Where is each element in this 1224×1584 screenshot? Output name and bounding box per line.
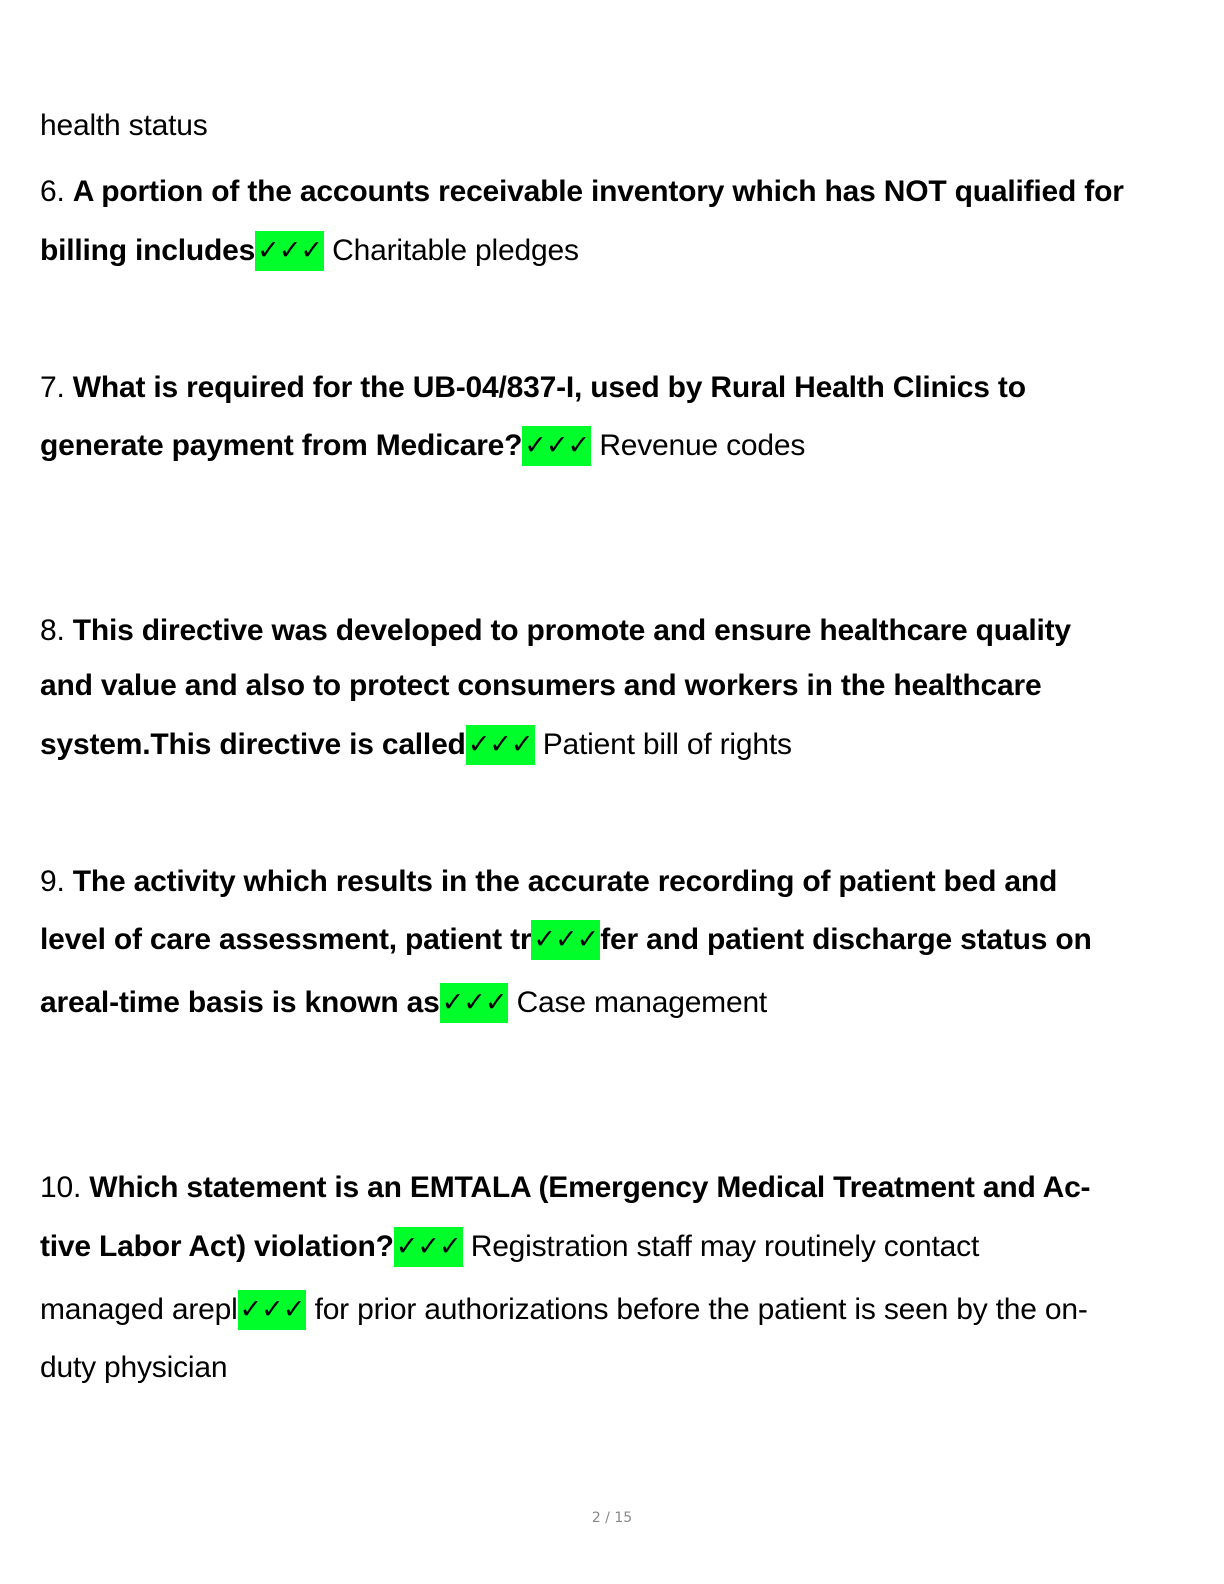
question-text: areal-time basis is known as — [40, 986, 440, 1019]
question-8-line-1 — [40, 611, 1071, 651]
answer-text: managed arepl — [40, 1293, 238, 1326]
continuation-text: health status — [40, 109, 208, 142]
question-number: 10. — [40, 1171, 90, 1204]
question-text: The activity which results in the accurate recording of patient bed and — [72, 865, 1058, 898]
question-9-line-2 — [40, 920, 1092, 960]
answer-text: Patient bill of rights — [542, 728, 792, 761]
question-6-line-2 — [40, 231, 579, 271]
answer-text: Registration staff may routinely contact — [470, 1230, 980, 1263]
question-7-line-1 — [40, 368, 1026, 408]
question-number: 7. — [40, 371, 73, 404]
check-mark-icon: ✓✓✓ — [238, 1290, 307, 1330]
question-9-line-1 — [40, 862, 1057, 902]
check-mark-icon: ✓✓✓ — [255, 231, 324, 271]
question-7-line-2 — [40, 426, 805, 466]
question-text: fer and patient discharge status on — [600, 923, 1092, 956]
answer-text: for prior authorizations before the patient is seen by the on- — [314, 1293, 1088, 1326]
question-8-line-2 — [40, 666, 1041, 706]
answer-text: Case management — [516, 986, 768, 1019]
question-number: 9. — [40, 865, 73, 898]
text-line — [40, 106, 208, 146]
answer-text: Revenue codes — [599, 429, 806, 462]
check-mark-icon: ✓✓✓ — [394, 1227, 463, 1267]
check-mark-icon: ✓✓✓ — [531, 920, 600, 960]
question-10-line-4 — [40, 1348, 227, 1388]
question-9-line-3 — [40, 983, 767, 1023]
question-10-line-2 — [40, 1227, 979, 1267]
check-mark-icon: ✓✓✓ — [466, 725, 535, 765]
question-text: This directive was developed to promote and ensure healthcare quality — [72, 614, 1071, 647]
question-text: tive Labor Act) violation? — [40, 1230, 394, 1263]
answer-text: duty physician — [40, 1351, 228, 1384]
question-text: system.This directive is called — [40, 728, 466, 761]
question-text: What is required for the UB-04/837-I, used by Rural Health Clinics to — [72, 371, 1026, 404]
question-text: Which statement is an EMTALA (Emergency Medical Treatment and Ac- — [89, 1171, 1091, 1204]
question-text: billing includes — [40, 234, 256, 267]
check-mark-icon: ✓✓✓ — [440, 983, 509, 1023]
answer-text: Charitable pledges — [332, 234, 579, 267]
question-number: 6. — [40, 175, 73, 208]
question-10-line-3 — [40, 1290, 1088, 1330]
question-number: 8. — [40, 614, 73, 647]
question-6-line-1 — [40, 172, 1124, 212]
question-text: and value and also to protect consumers and workers in the healthcare — [40, 669, 1042, 702]
page-number: 2 / 15 — [591, 1510, 633, 1526]
question-text: level of care assessment, patient tr — [40, 923, 532, 956]
question-text: generate payment from Medicare? — [40, 429, 523, 462]
question-10-line-1 — [40, 1168, 1090, 1208]
question-text: A portion of the accounts receivable inventory which has NOT qualified for — [72, 175, 1124, 208]
question-8-line-3 — [40, 725, 792, 765]
check-mark-icon: ✓✓✓ — [522, 426, 591, 466]
